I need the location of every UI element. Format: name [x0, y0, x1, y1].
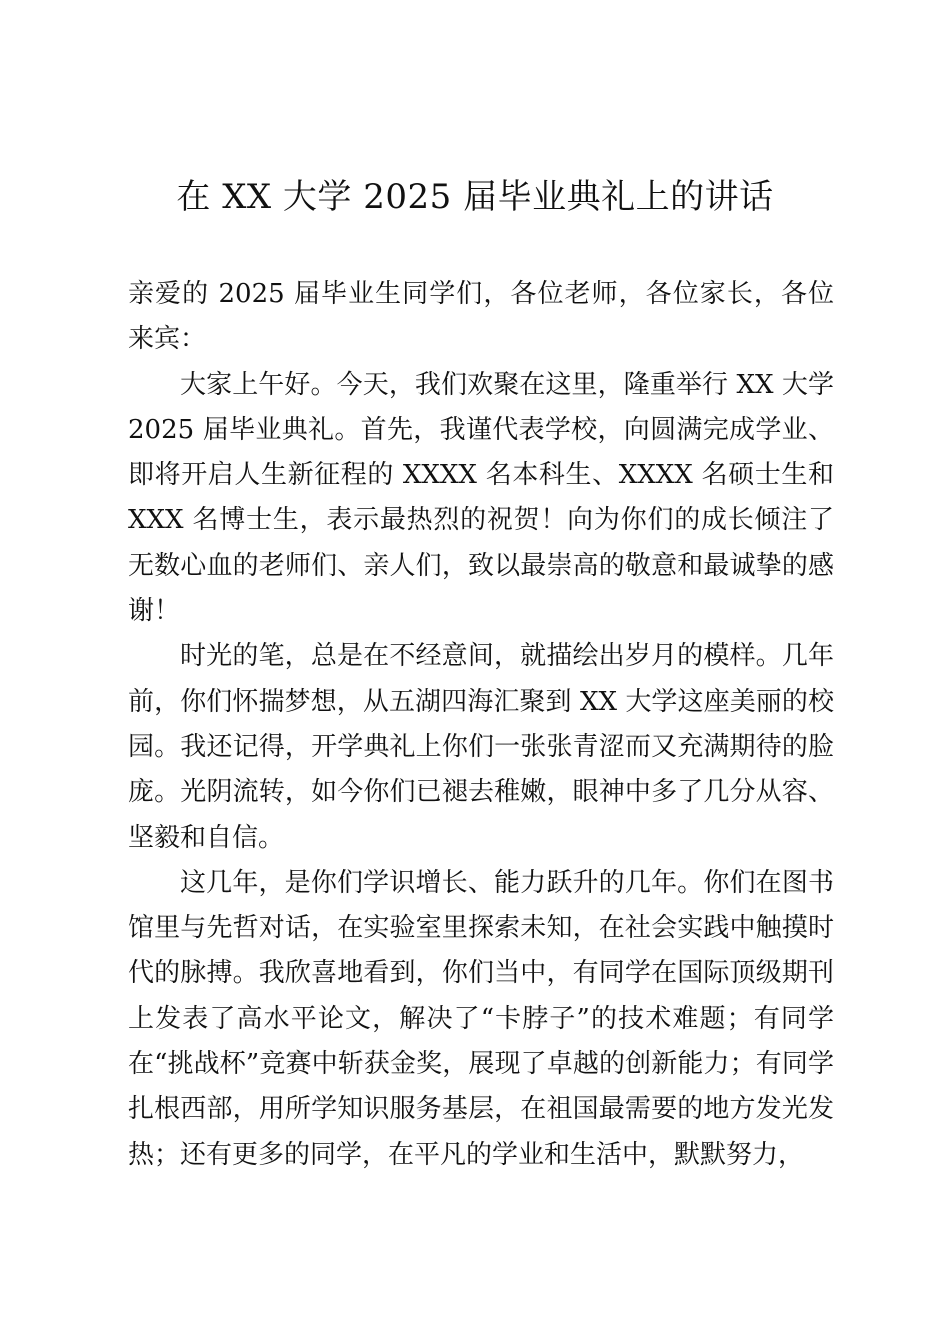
paragraph-memories: 时光的笔，总是在不经意间，就描绘出岁月的模样。几年前，你们怀揣梦想，从五湖四海汇聚到 XX 大学这座美丽的校园。我还记得，开学典礼上你们一张张青涩而又充满期待的脸庞。光阴流转，如今你们已褪去稚嫩，眼神中多了几分从容、坚毅和自信。: [128, 641, 834, 853]
paragraph-greeting: 大家上午好。今天，我们欢聚在这里，隆重举行 XX 大学 2025 届毕业典礼。首先，我谨代表学校，向圆满完成学业、即将开启人生新征程的 XXXX 名本科生、XXXX 名硕士生和 XXX 名博士生，表示最热烈的祝贺！向为你们的成长倾注了无数心血的老师们、亲人们，致以最崇高的敬意和最诚挚的感谢！: [128, 369, 834, 627]
salutation: 亲爱的 2025 届毕业生同学们，各位老师，各位家长，各位来宾：: [128, 279, 834, 355]
speech-title: 在 XX 大学 2025 届毕业典礼上的讲话: [176, 177, 774, 217]
paragraph-achievements: 这几年，是你们学识增长、能力跃升的几年。你们在图书馆里与先哲对话，在实验室里探索未知，在社会实践中触摸时代的脉搏。我欣喜地看到，你们当中，有同学在国际顶级期刊上发表了高水平论文，解决了“卡脖子”的技术难题；有同学在“挑战杯”竞赛中斩获金奖，展现了卓越的创新能力；有同学扎根西部，用所学知识服务基层，在祖国最需要的地方发光发热；还有更多的同学，在平凡的学业和生活中，默默努力，: [128, 867, 834, 1170]
speech-body: [128, 272, 834, 1178]
